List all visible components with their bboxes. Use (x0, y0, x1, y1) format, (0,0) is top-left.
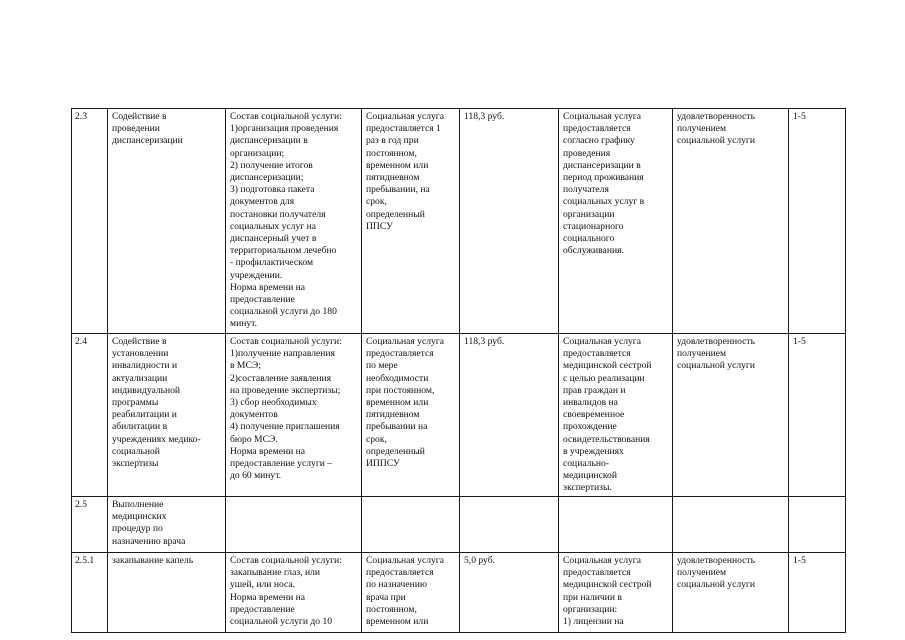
service-price: 5,0 руб. (460, 553, 559, 633)
service-provision: Социальная услуга предоставляется 1 раз в год при постоянном, временном или пятидневном пребывании, на срок, определенный ППСУ (362, 109, 460, 334)
rating-scale (789, 497, 846, 553)
service-conditions: Социальная услуга предоставляется согласно графику проведения диспансеризации в период проживания получателя социальных услуг в организации стационарного социального обслуживания. (559, 109, 673, 334)
row-number: 2.4 (72, 334, 108, 497)
service-name: Выполнение медицинских процедур по назначению врача (108, 497, 226, 553)
service-name: закапывание капель (108, 553, 226, 633)
service-conditions: Социальная услуга предоставляется медицинской сестрой с целью реализации прав граждан и инвалидов на своевременное прохождение освидетельствования в учреждениях социально- медицинской экспертизы. (559, 334, 673, 497)
service-provision (362, 497, 460, 553)
service-name: Содействие в проведении диспансеризации (108, 109, 226, 334)
quality-indicator: удовлетворенность получением социальной услуги (673, 553, 789, 633)
service-conditions: Социальная услуга предоставляется медицинской сестрой при наличии в организации: 1) лицензии на (559, 553, 673, 633)
service-composition: Состав социальной услуги: 1)получение направления в МСЭ; 2)составление заявления на проведение экспертизы; 3) сбор необходимых документов 4) получение приглашения бюро МСЭ. Норма времени на предоставление услуги – до 60 минут. (226, 334, 362, 497)
row-number: 2.5.1 (72, 553, 108, 633)
rating-scale: 1-5 (789, 553, 846, 633)
services-table (71, 108, 846, 633)
rating-scale: 1-5 (789, 109, 846, 334)
quality-indicator (673, 497, 789, 553)
table-row (72, 497, 846, 553)
row-number: 2.3 (72, 109, 108, 334)
service-composition (226, 497, 362, 553)
service-name: Содействие в установлении инвалидности и актуализации индивидуальной программы реабилитации и абилитации в учреждениях медико- социальной экспертизы (108, 334, 226, 497)
table-row (72, 334, 846, 497)
service-provision: Социальная услуга предоставляется по мере необходимости при постоянном, временном или пятидневном пребывании на срок, определенный ИППСУ (362, 334, 460, 497)
service-conditions (559, 497, 673, 553)
row-number: 2.5 (72, 497, 108, 553)
quality-indicator: удовлетворенность получением социальной услуги (673, 334, 789, 497)
service-price (460, 497, 559, 553)
service-provision: Социальная услуга предоставляется по назначению врача при постоянном, временном или (362, 553, 460, 633)
service-composition: Состав социальной услуги: закапывание глаз, или ушей, или носа. Норма времени на предоставление социальной услуги до 10 (226, 553, 362, 633)
table-row (72, 109, 846, 334)
quality-indicator: удовлетворенность получением социальной услуги (673, 109, 789, 334)
service-composition: Состав социальной услуги: 1)организация проведения диспансеризации в организации; 2) получение итогов диспансеризации; 3) подготовка пакета документов для постановки получателя социальных услуг на диспансерный учет в территориальном лечебно - профилактическом учреждении. Норма времени на предоставление социальной услуги до 180 минут. (226, 109, 362, 334)
table-row (72, 553, 846, 633)
service-price: 118,3 руб. (460, 334, 559, 497)
service-price: 118,3 руб. (460, 109, 559, 334)
rating-scale: 1-5 (789, 334, 846, 497)
